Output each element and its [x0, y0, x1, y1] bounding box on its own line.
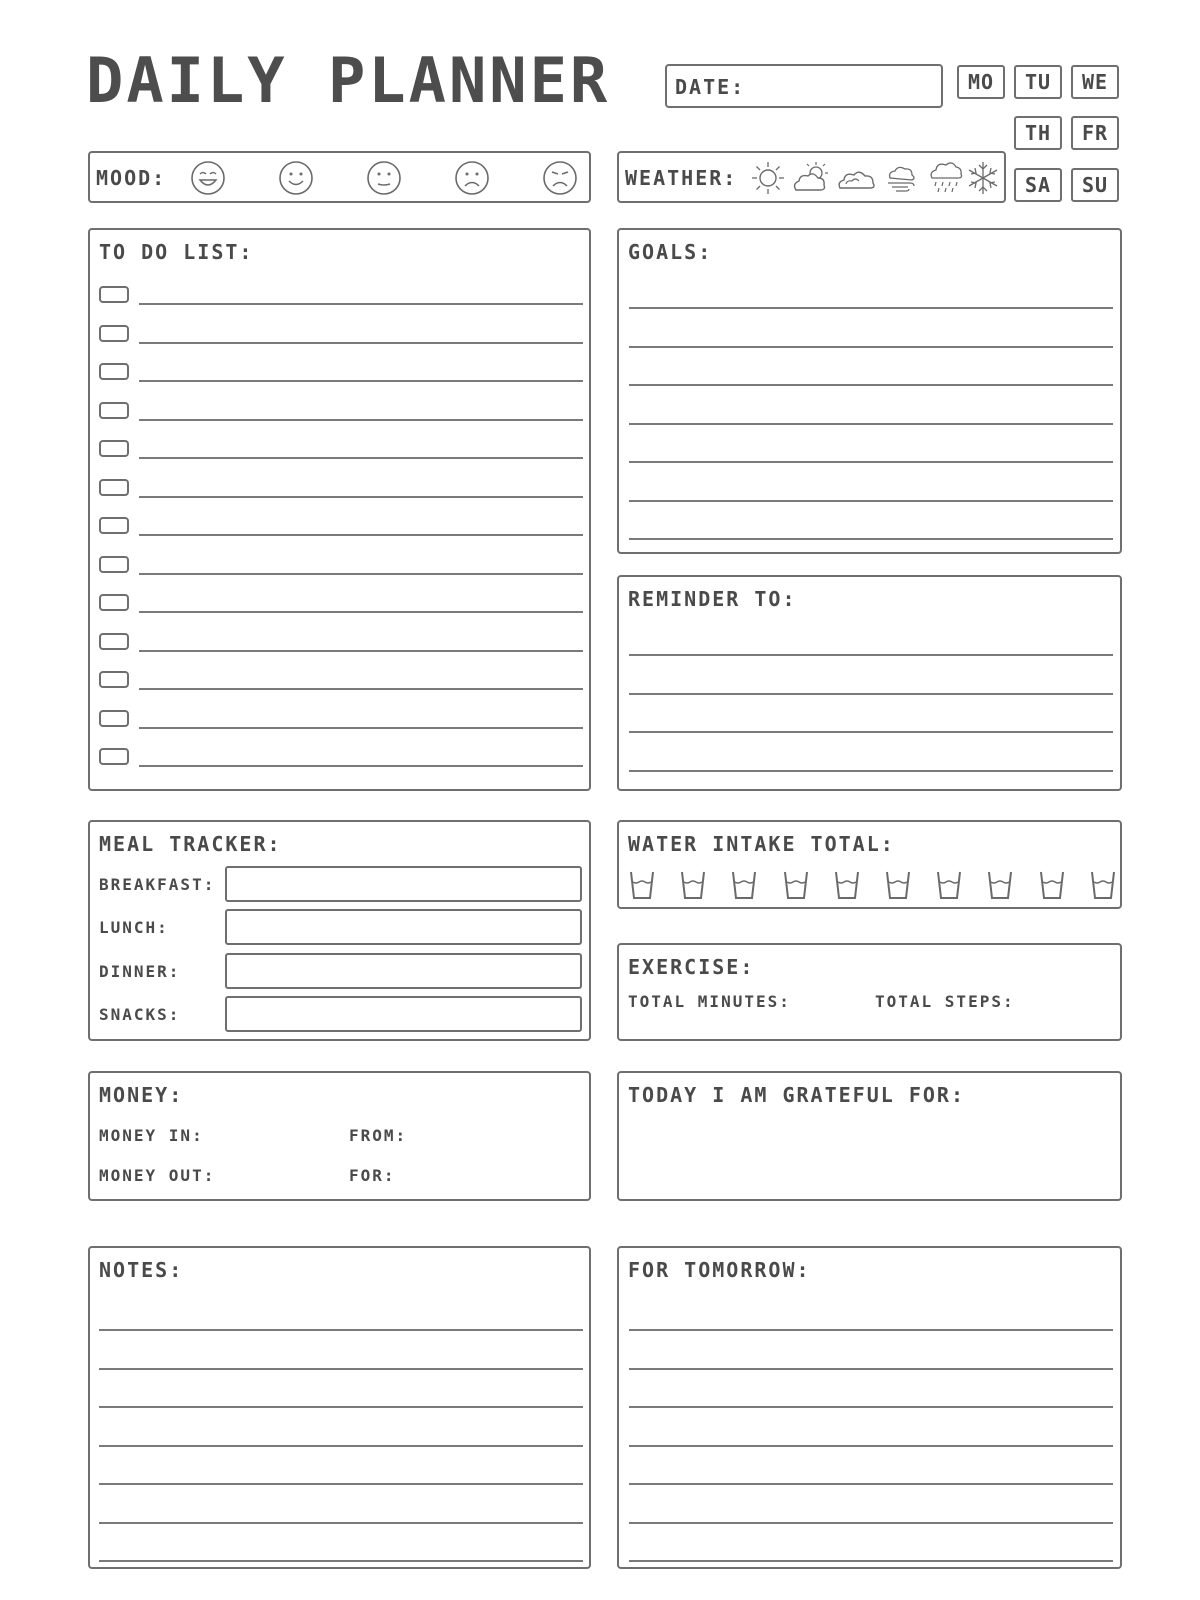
todo-checkbox[interactable] — [99, 556, 129, 573]
cloudy-icon[interactable] — [836, 160, 878, 196]
breakfast-input[interactable] — [225, 866, 582, 902]
tomorrow-section — [617, 1246, 1122, 1569]
todo-line[interactable] — [139, 419, 583, 421]
sad-face-icon[interactable] — [454, 160, 490, 196]
goals-line[interactable] — [629, 538, 1113, 540]
notes-line[interactable] — [99, 1560, 583, 1562]
money-in-label: MONEY IN: — [99, 1126, 204, 1145]
day-tu[interactable]: TU — [1014, 65, 1062, 99]
meal-label: MEAL TRACKER: — [99, 832, 282, 856]
goals-line[interactable] — [629, 307, 1113, 309]
very-happy-face-icon[interactable] — [190, 160, 226, 196]
grateful-label: TODAY I AM GRATEFUL FOR: — [628, 1083, 965, 1107]
happy-face-icon[interactable] — [278, 160, 314, 196]
dinner-label: DINNER: — [99, 962, 181, 981]
todo-line[interactable] — [139, 765, 583, 767]
goals-line[interactable] — [629, 346, 1113, 348]
goals-section — [617, 228, 1122, 554]
day-mo[interactable]: MO — [957, 65, 1005, 99]
neutral-face-icon[interactable] — [366, 160, 402, 196]
todo-label: TO DO LIST: — [99, 240, 254, 264]
day-fr[interactable]: FR — [1071, 116, 1119, 150]
water-cup-icon[interactable] — [885, 870, 911, 900]
page-title: DAILY PLANNER — [86, 44, 611, 117]
snowflake-icon[interactable] — [966, 160, 1000, 196]
goals-line[interactable] — [629, 461, 1113, 463]
weather-label: WEATHER: — [625, 166, 738, 190]
tomorrow-line[interactable] — [629, 1368, 1113, 1370]
date-label: DATE: — [675, 75, 746, 99]
breakfast-label: BREAKFAST: — [99, 875, 216, 894]
date-field[interactable] — [665, 64, 943, 108]
tomorrow-line[interactable] — [629, 1406, 1113, 1408]
todo-checkbox[interactable] — [99, 671, 129, 688]
goals-label: GOALS: — [628, 240, 713, 264]
money-for-label: FOR: — [349, 1166, 396, 1185]
water-section — [617, 820, 1122, 909]
todo-checkbox[interactable] — [99, 440, 129, 457]
todo-line[interactable] — [139, 650, 583, 652]
todo-line[interactable] — [139, 303, 583, 305]
todo-line[interactable] — [139, 727, 583, 729]
money-label: MONEY: — [99, 1083, 184, 1107]
todo-checkbox[interactable] — [99, 710, 129, 727]
windy-icon[interactable] — [882, 160, 922, 196]
money-out-label: MONEY OUT: — [99, 1166, 216, 1185]
notes-line[interactable] — [99, 1445, 583, 1447]
water-cup-icon[interactable] — [629, 870, 655, 900]
goals-line[interactable] — [629, 423, 1113, 425]
todo-checkbox[interactable] — [99, 594, 129, 611]
tomorrow-line[interactable] — [629, 1560, 1113, 1562]
total-steps-label: TOTAL STEPS: — [875, 992, 1015, 1011]
tomorrow-line[interactable] — [629, 1329, 1113, 1331]
notes-section — [88, 1246, 591, 1569]
todo-section — [88, 228, 591, 791]
mood-label: MOOD: — [96, 166, 167, 190]
tomorrow-line[interactable] — [629, 1445, 1113, 1447]
tomorrow-line[interactable] — [629, 1522, 1113, 1524]
reminder-line[interactable] — [629, 654, 1113, 656]
todo-line[interactable] — [139, 573, 583, 575]
todo-line[interactable] — [139, 534, 583, 536]
very-sad-face-icon[interactable] — [542, 160, 578, 196]
weather-section — [617, 151, 1006, 203]
rain-icon[interactable] — [927, 158, 963, 196]
notes-line[interactable] — [99, 1522, 583, 1524]
snacks-label: SNACKS: — [99, 1005, 181, 1024]
todo-line[interactable] — [139, 342, 583, 344]
water-cup-icon[interactable] — [987, 870, 1013, 900]
partly-cloudy-icon[interactable] — [791, 160, 831, 196]
total-minutes-label: TOTAL MINUTES: — [628, 992, 791, 1011]
grateful-section — [617, 1071, 1122, 1201]
lunch-label: LUNCH: — [99, 918, 169, 937]
tomorrow-line[interactable] — [629, 1483, 1113, 1485]
reminder-line[interactable] — [629, 770, 1113, 772]
todo-checkbox[interactable] — [99, 479, 129, 496]
notes-line[interactable] — [99, 1329, 583, 1331]
sun-icon[interactable] — [750, 160, 786, 196]
day-sa[interactable]: SA — [1014, 168, 1062, 202]
reminder-line[interactable] — [629, 731, 1113, 733]
todo-line[interactable] — [139, 611, 583, 613]
dinner-input[interactable] — [225, 953, 582, 989]
reminder-section — [617, 575, 1122, 791]
notes-line[interactable] — [99, 1368, 583, 1370]
day-su[interactable]: SU — [1071, 168, 1119, 202]
todo-checkbox[interactable] — [99, 748, 129, 765]
tomorrow-label: FOR TOMORROW: — [628, 1258, 811, 1282]
reminder-label: REMINDER TO: — [628, 587, 797, 611]
money-section — [88, 1071, 591, 1201]
goals-line[interactable] — [629, 384, 1113, 386]
todo-line[interactable] — [139, 380, 583, 382]
todo-checkbox[interactable] — [99, 363, 129, 380]
water-label: WATER INTAKE TOTAL: — [628, 832, 895, 856]
todo-line[interactable] — [139, 457, 583, 459]
notes-label: NOTES: — [99, 1258, 184, 1282]
exercise-label: EXERCISE: — [628, 955, 755, 979]
water-cup-icon[interactable] — [834, 870, 860, 900]
mood-section — [88, 151, 591, 203]
notes-line[interactable] — [99, 1483, 583, 1485]
lunch-input[interactable] — [225, 909, 582, 945]
todo-line[interactable] — [139, 496, 583, 498]
day-th[interactable]: TH — [1014, 116, 1062, 150]
water-cup-icon[interactable] — [783, 870, 809, 900]
reminder-line[interactable] — [629, 693, 1113, 695]
snacks-input[interactable] — [225, 996, 582, 1032]
notes-line[interactable] — [99, 1406, 583, 1408]
day-we[interactable]: WE — [1071, 65, 1119, 99]
goals-line[interactable] — [629, 500, 1113, 502]
water-cup-icon[interactable] — [1090, 870, 1116, 900]
todo-line[interactable] — [139, 688, 583, 690]
exercise-section — [617, 943, 1122, 1041]
water-cup-icon[interactable] — [731, 870, 757, 900]
todo-checkbox[interactable] — [99, 402, 129, 419]
todo-checkbox[interactable] — [99, 633, 129, 650]
meal-section — [88, 820, 591, 1041]
todo-checkbox[interactable] — [99, 517, 129, 534]
water-cup-icon[interactable] — [1039, 870, 1065, 900]
water-cup-icon[interactable] — [680, 870, 706, 900]
water-cup-icon[interactable] — [936, 870, 962, 900]
money-from-label: FROM: — [349, 1126, 408, 1145]
todo-checkbox[interactable] — [99, 286, 129, 303]
todo-checkbox[interactable] — [99, 325, 129, 342]
